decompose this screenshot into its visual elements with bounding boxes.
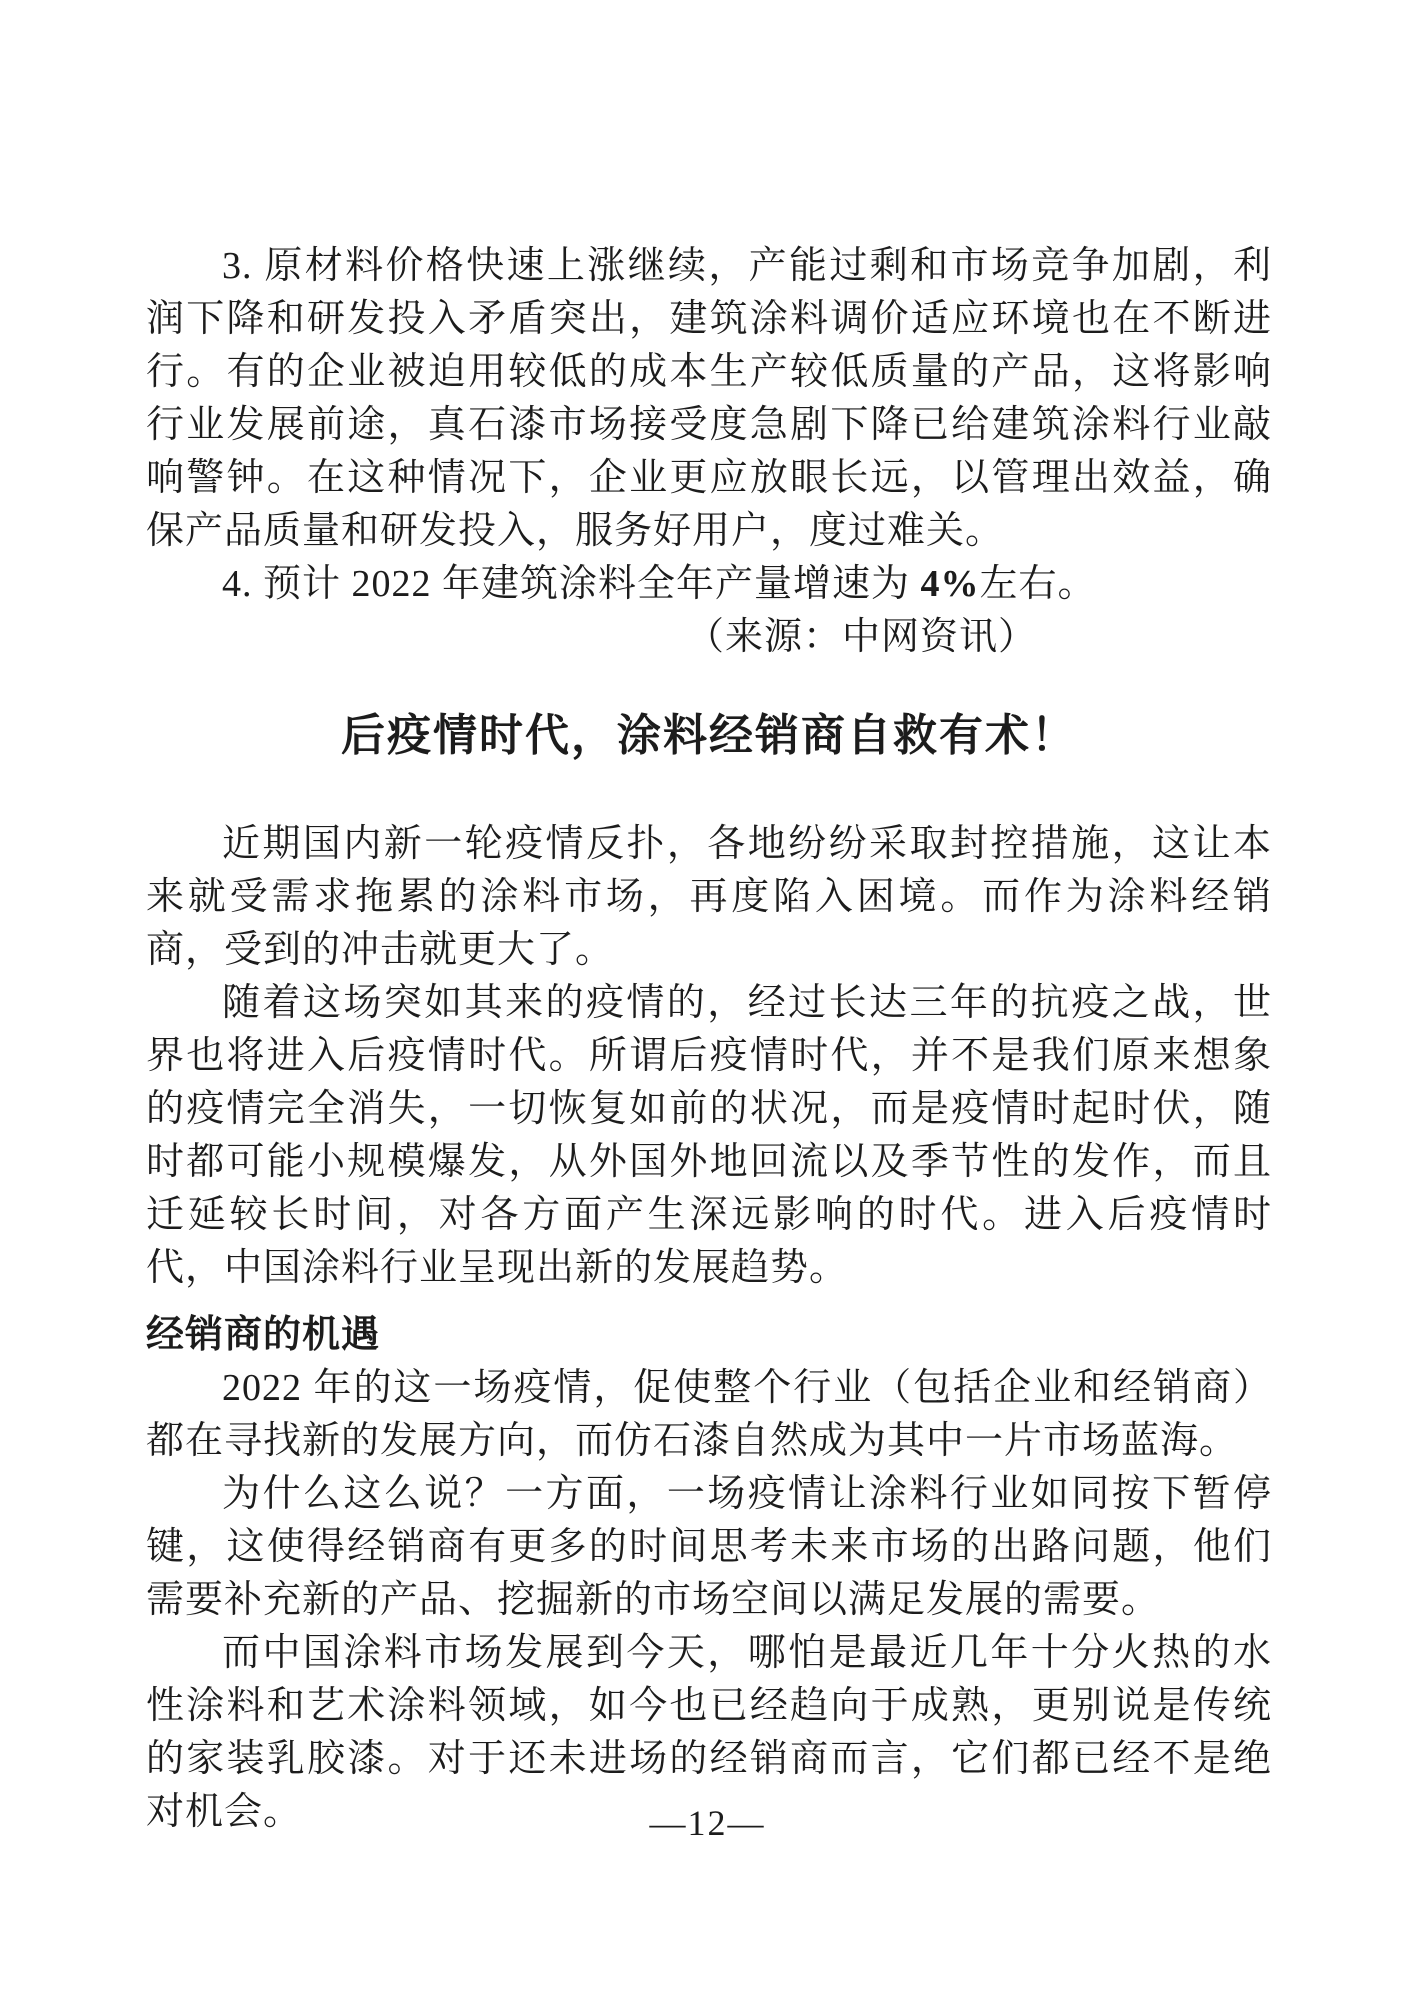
numbered-item-4 (146, 558, 1272, 611)
numbered-item-4-text: 4. 预计 2022 年建筑涂料全年产量增速为 (222, 563, 921, 605)
source-attribution: （来源：中网资讯） (685, 616, 1037, 658)
article-title: 后疫情时代，涂料经销商自救有术！ (341, 711, 1077, 760)
numbered-item-3: 3. 原材料价格快速上涨继续，产能过剩和市场竞争加剧，利润下降和研发投入矛盾突出，建筑涂料调价适应环境也在不断进行。有的企业被迫用较低的成本生产较低质量的产品，这将影响行业发展前途，真石漆市场接受度急剧下降已给建筑涂料行业敲响警钟。在这种情况下，企业更应放眼长远，以管理出效益，确保产品质量和研发投入，服务好用户，度过难关。 (146, 245, 1272, 552)
article-paragraph-4: 为什么这么说？一方面，一场疫情让涂料行业如同按下暂停键，这使得经销商有更多的时间思考未来市场的出路问题，他们需要补充新的产品、挖掘新的市场空间以满足发展的需要。 (146, 1473, 1272, 1621)
section-subheading: 经销商的机遇 (146, 1314, 381, 1356)
numbered-item-4-suffix: 左右。 (979, 563, 1097, 605)
article-paragraph-5: 而中国涂料市场发展到今天，哪怕是最近几年十分火热的水性涂料和艺术涂料领域，如今也已经趋向于成熟，更别说是传统的家装乳胶漆。对于还未进场的经销商而言，它们都已经不是绝对机会。 (146, 1632, 1272, 1833)
page-number: —12— (649, 1803, 766, 1843)
article-paragraph-3: 2022 年的这一场疫情，促使整个行业（包括企业和经销商）都在寻找新的发展方向，而仿石漆自然成为其中一片市场蓝海。 (146, 1367, 1272, 1462)
article-paragraph-2: 随着这场突如其来的疫情的，经过长达三年的抗疫之战，世界也将进入后疫情时代。所谓后疫情时代，并不是我们原来想象的疫情完全消失，一切恢复如前的状况，而是疫情时起时伏，随时都可能小规模爆发，从外国外地回流以及季节性的发作，而且迁延较长时间，对各方面产生深远影响的时代。进入后疫情时代，中国涂料行业呈现出新的发展趋势。 (146, 982, 1272, 1289)
numbered-item-4-bold-value: 4% (920, 563, 980, 605)
page-content (146, 240, 1272, 1839)
article-paragraph-1: 近期国内新一轮疫情反扑，各地纷纷采取封控措施，这让本来就受需求拖累的涂料市场，再度陷入困境。而作为涂料经销商，受到的冲击就更大了。 (146, 823, 1272, 971)
